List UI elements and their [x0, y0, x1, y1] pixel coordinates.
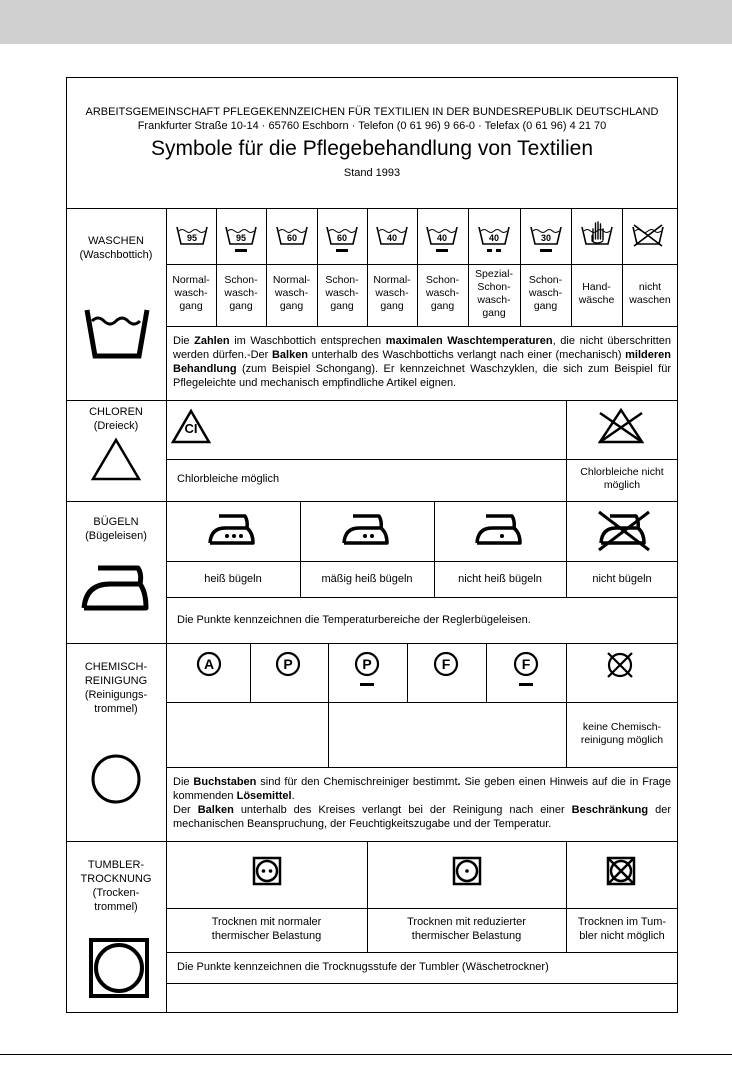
no-tumble-dry-icon: [606, 856, 636, 886]
wash-col-text: Schon- wasch- gang: [224, 274, 258, 312]
no-dry-clean-icon: [605, 650, 635, 680]
stand-date: Stand 1993: [343, 167, 401, 179]
no-chlorine-bleach-icon: [596, 407, 646, 445]
iron-col-text: heiß bügeln: [204, 573, 262, 585]
tumbler-col-text: Trocknen mit normaler thermischer Belastung: [211, 916, 322, 942]
tumbler-col-text: Trocknen mit reduzierter thermischer Belastung: [407, 916, 526, 942]
chemisch-label: CHEMISCH- REINIGUNG (Reinigungs- trommel): [84, 661, 148, 715]
iron-col-text: nicht heiß bügeln: [458, 573, 542, 585]
wash-col-text: Normal- wasch- gang: [272, 274, 311, 312]
iron-note: Die Punkte kennzeichnen die Temperaturbereiche der Reglerbügeleisen.: [177, 614, 531, 626]
iron-icon: [80, 562, 156, 612]
wash-col-text: Schon- wasch- gang: [325, 274, 359, 312]
tumble-dry-normal-icon: [252, 856, 282, 886]
tumble-dry-reduced-icon: [452, 856, 482, 886]
page-title: Symbole für die Pflegebehandlung von Textilien: [150, 137, 594, 160]
no-wash-icon: [632, 224, 664, 248]
wash-col-text: Normal- wasch- gang: [373, 274, 411, 312]
iron-one-dot-icon: [474, 512, 526, 546]
org-address: Frankfurter Straße 10-14 · 65760 Eschborn · Telefon (0 61 96) 9 66-0 · Telefax (0 61 96) 4 21 70: [137, 120, 607, 132]
wash-col-text: Schon- wasch- gang: [425, 274, 460, 312]
wash-col-text: Schon- wasch- gang: [528, 274, 563, 312]
wash-note: Die Zahlen im Waschbottich entsprechen maximalen Waschtemperaturen, die nicht überschritten werden dürfen.-Der Balken unterhalb des Waschbottichs verlangt nach einer (mechanisch) milderen Behandlung (zum Beispiel Schongang). Er kennzeichnet Waschzyklen, die sich zum Beispiel für Pflegeleichte und mechanisch empfindliche Artikel eignen.: [173, 335, 672, 389]
triangle-icon: [90, 436, 142, 482]
no-iron-icon: [596, 508, 652, 552]
org-name: ARBEITSGEMEINSCHAFT PFLEGEKENNZEICHEN FÜR TEXTILIEN IN DER BUNDESREPUBLIK DEUTSCHLAND: [85, 106, 659, 118]
chlorine-possible-text: Chlorbleiche möglich: [177, 473, 280, 485]
wash-col-text: Spezial- Schon- wasch- gang: [475, 268, 513, 319]
tumble-dry-square-icon: [88, 937, 150, 999]
chloren-label: CHLOREN (Dreieck): [89, 406, 143, 432]
tumbler-label: TUMBLER- TROCKNUNG (Trocken- trommel): [80, 859, 152, 913]
buegeln-label: BÜGELN (Bügeleisen): [85, 516, 147, 542]
wash-col-text: Hand- wäsche: [578, 281, 615, 306]
iron-two-dots-icon: [341, 512, 393, 546]
dry-clean-note: Die Buchstaben sind für den Chemischreiniger bestimmt. Sie geben einen Hinweis auf die in Frage kommenden Lösemittel. Der Balken unterhalb des Kreises verlangt bei der Reinigung nach einer Beschränkung der mechanischen Beanspruchung, der Feuchtigkeitszugabe und der Temperatur.: [173, 776, 671, 830]
wash-tub-icon: [84, 306, 150, 360]
hand-wash-icon: [581, 221, 613, 249]
chlorine-not-possible-text: Chlorbleiche nicht möglich: [580, 466, 664, 491]
tumbler-note: Die Punkte kennzeichnen die Trocknugsstufe der Tumbler (Wäschetrockner): [177, 961, 549, 973]
iron-three-dots-icon: [207, 512, 259, 546]
no-dry-clean-text: keine Chemisch- reinigung möglich: [580, 721, 664, 746]
wash-col-text: Normal- wasch- gang: [172, 274, 210, 312]
tumbler-col-text: Trocknen im Tum- bler nicht möglich: [577, 916, 667, 942]
wash-col-text: nicht waschen: [629, 281, 671, 306]
top-bar: [0, 0, 732, 44]
bottom-rule: [0, 1054, 732, 1055]
iron-col-text: nicht bügeln: [592, 573, 652, 585]
dry-clean-circle-icon: [90, 753, 142, 805]
iron-col-text: mäßig heiß bügeln: [321, 573, 413, 585]
waschen-label: WASCHEN (Waschbottich): [79, 235, 153, 261]
